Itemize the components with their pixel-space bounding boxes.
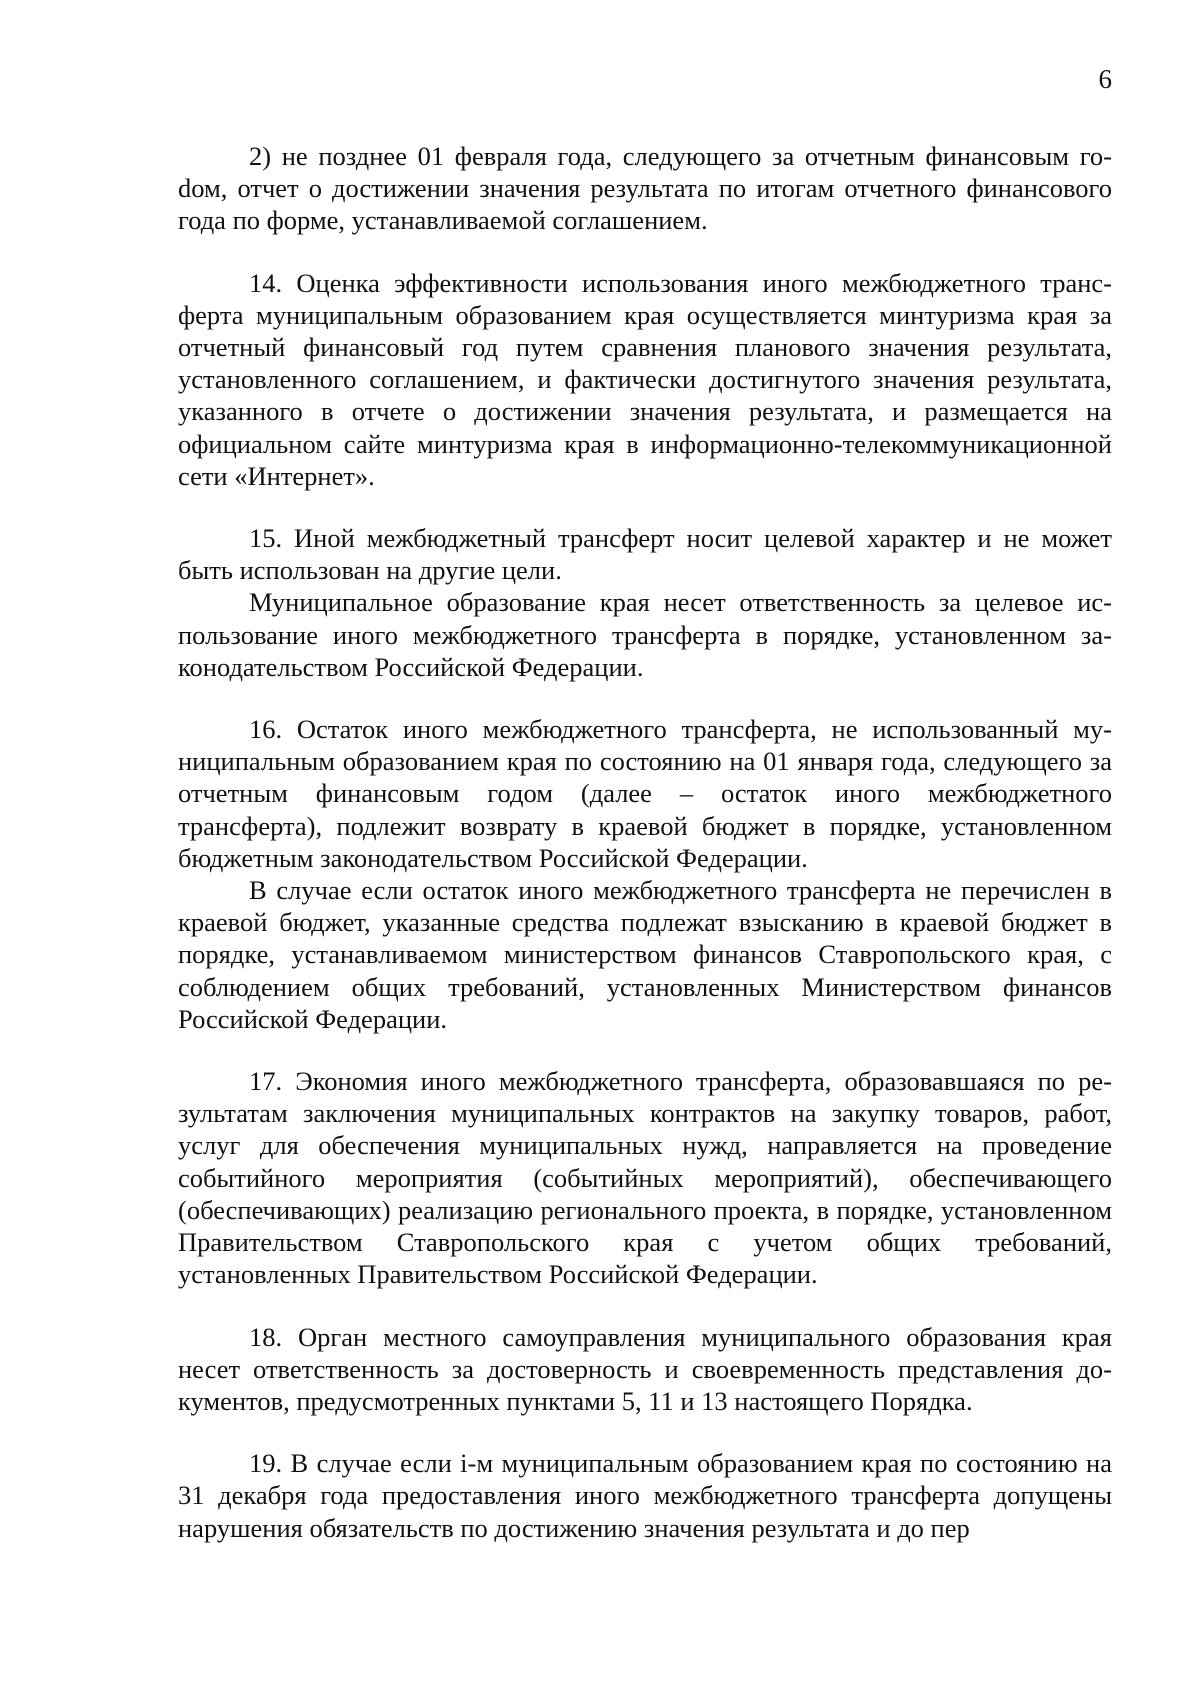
paragraph-15: 15. Иной межбюджетный трансферт носит целевой характер и не может быть использован на другие цели. <box>178 523 1112 586</box>
document-body <box>178 140 1112 1544</box>
paragraph-13-2: 2) не позднее 01 февраля года, следующего за отчетным финансовым гоdом, отчет о достижении значения результата по итогам отчетного финансового года по форме, устанавливаемой соглашением. <box>178 141 1112 236</box>
paragraph-14: 14. Оценка эффективности использования иного межбюджетного трансферта муниципальным образованием края осуществляется минтуризма края за отчетный финансовый год путем сравнения планового значения результата, установленного соглашением, и фактически достигнутого значения результата, указанного в отчете о достижении значения результата, и размещается на официальном сайте минтуризма края в информационно-телекоммуникационной сети «Интернет». <box>178 267 1112 491</box>
paragraph-18: 18. Орган местного самоуправления муниципального образования края несет ответственность за достоверность и своевременность представления документов, предусмотренных пунктами 5, 11 и 13 настоящего Порядка. <box>178 1321 1112 1416</box>
page-number: 6 <box>1098 64 1112 94</box>
paragraph-15-continued: Муниципальное образование края несет ответственность за целевое использование иного межбюджетного трансферта в порядке, установленном законодательством Российской Федерации. <box>178 587 1112 682</box>
paragraph-17: 17. Экономия иного межбюджетного трансферта, образовавшаяся по результатам заключения муниципальных контрактов на закупку товаров, работ, услуг для обеспечения муниципальных нужд, направляется на проведение событийного мероприятия (событийных мероприятий), обеспечивающего (обеспечивающих) реализацию регионального проекта, в порядке, установленном Правительством Ставропольского края с учетом общих требований, установленных Правительством Российской Федерации. <box>178 1066 1112 1290</box>
paragraph-16: 16. Остаток иного межбюджетного трансферта, не использованный муниципальным образованием края по состоянию на 01 января года, следующего за отчетным финансовым годом (далее – остаток иного межбюджетного трансферта), подлежит возврату в краевой бюджет в порядке, установленном бюджетным законодательством Российской Федерации. <box>178 714 1112 873</box>
paragraph-16-continued: В случае если остаток иного межбюджетного трансферта не перечислен в краевой бюджет, указанные средства подлежат взысканию в краевой бюджет в порядке, устанавливаемом министерством финансов Ставропольского края, с соблюдением общих требований, установленных Министерством финансов Российской Федерации. <box>178 875 1112 1034</box>
paragraph-19: 19. В случае если i-м муниципальным образованием края по состоянию на 31 декабря года предоставления иного межбюджетного трансферта допущены нарушения обязательств по достижению значения результата и до пер <box>178 1448 1112 1543</box>
